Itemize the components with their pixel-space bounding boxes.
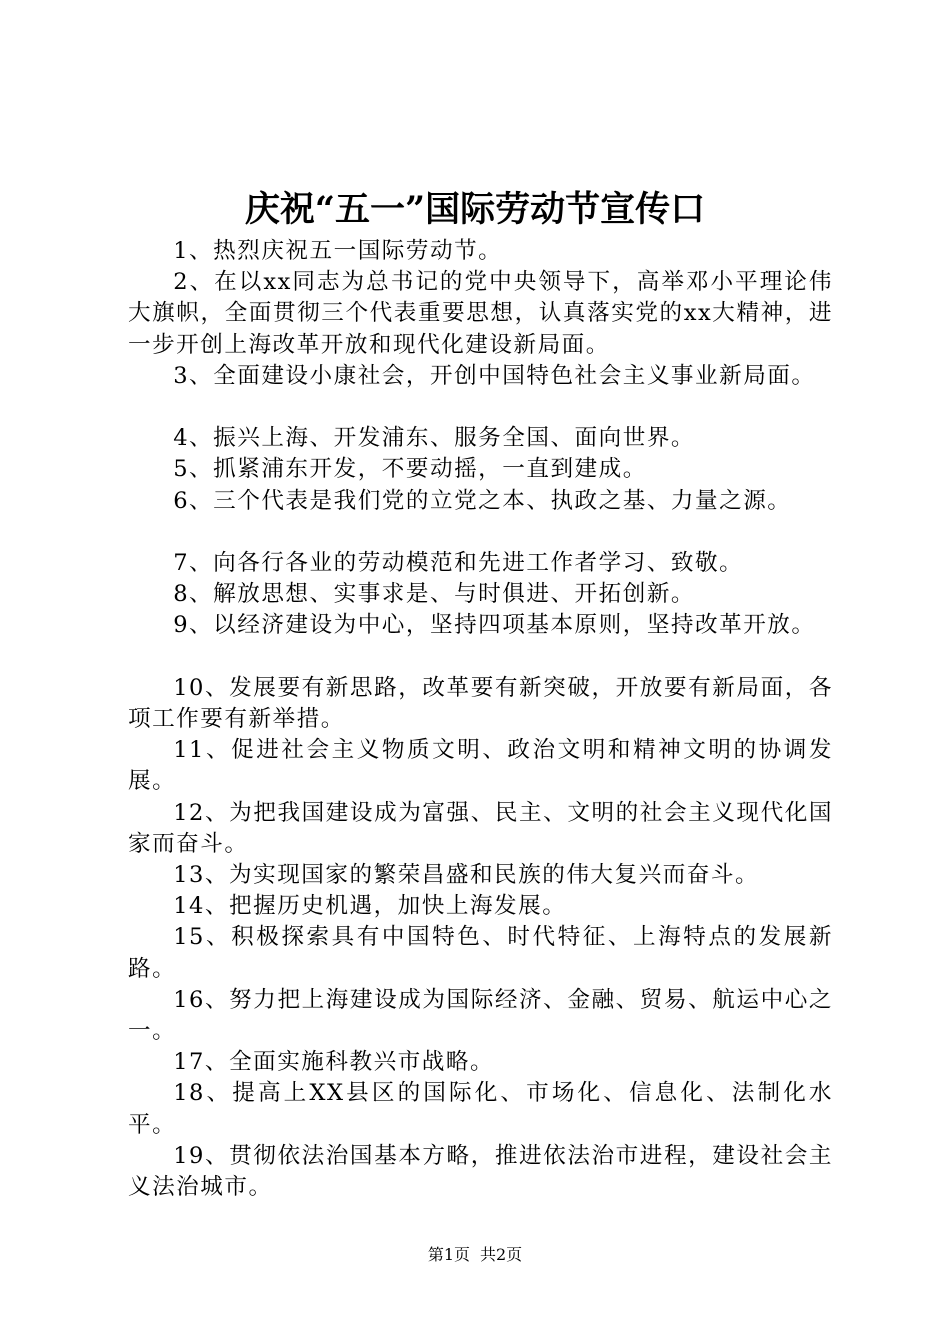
page-number-current: 第1页 (427, 1245, 470, 1264)
document-title: 庆祝“五一”国际劳动节宣传口 (244, 189, 706, 230)
slogan-item-7: 7、向各行各业的劳动模范和先进工作者学习、致敬。 (173, 550, 744, 576)
page-footer (0, 1244, 950, 1266)
slogan-item-17: 17、全面实施科教兴市战略。 (173, 1049, 495, 1076)
slogan-item-14: 14、把握历史机遇，加快上海发展。 (173, 893, 567, 920)
document-body (128, 236, 833, 1203)
page-number-total: 共2页 (480, 1245, 523, 1264)
slogan-item-1: 1、热烈庆祝五一国际劳动节。 (173, 238, 503, 264)
slogan-item-11: 11、促进社会主义物质文明、政治文明和精神文明的协调发展。 (128, 737, 833, 795)
slogan-item-2: 2、在以xx同志为总书记的党中央领导下，高举邓小平理论伟大旗帜，全面贯彻三个代表重要思想，认真落实党的xx大精神，进一步开创上海改革开放和现代化建设新局面。 (128, 269, 833, 358)
slogan-item-3: 3、全面建设小康社会，开创中国特色社会主义事业新局面。 (173, 362, 816, 389)
slogan-item-16: 16、努力把上海建设成为国际经济、金融、贸易、航运中心之一。 (128, 986, 833, 1045)
slogan-item-13: 13、为实现国家的繁荣昌盛和民族的伟大复兴而奋斗。 (173, 862, 760, 889)
slogan-item-18: 18、提高上XX县区的国际化、市场化、信息化、法制化水平。 (128, 1080, 833, 1138)
slogan-item-5: 5、抓紧浦东开发，不要动摇，一直到建成。 (173, 456, 647, 483)
slogan-item-8: 8、解放思想、实事求是、与时俱进、开拓创新。 (173, 581, 696, 608)
slogan-item-15: 15、积极探索具有中国特色、时代特征、上海特点的发展新路。 (128, 924, 833, 982)
slogan-item-10: 10、发展要有新思路，改革要有新突破，开放要有新局面，各项工作要有新举措。 (128, 674, 833, 732)
slogan-item-4: 4、振兴上海、开发浦东、服务全国、面向世界。 (173, 425, 696, 452)
slogan-item-12: 12、为把我国建设成为富强、民主、文明的社会主义现代化国家而奋斗。 (128, 799, 833, 857)
slogan-item-6: 6、三个代表是我们党的立党之本、执政之基、力量之源。 (173, 487, 792, 514)
slogan-item-19: 19、贯彻依法治国基本方略，推进依法治市进程，建设社会主义法治城市。 (128, 1142, 833, 1201)
slogan-item-9: 9、以经济建设为中心，坚持四项基本原则，坚持改革开放。 (173, 612, 816, 639)
